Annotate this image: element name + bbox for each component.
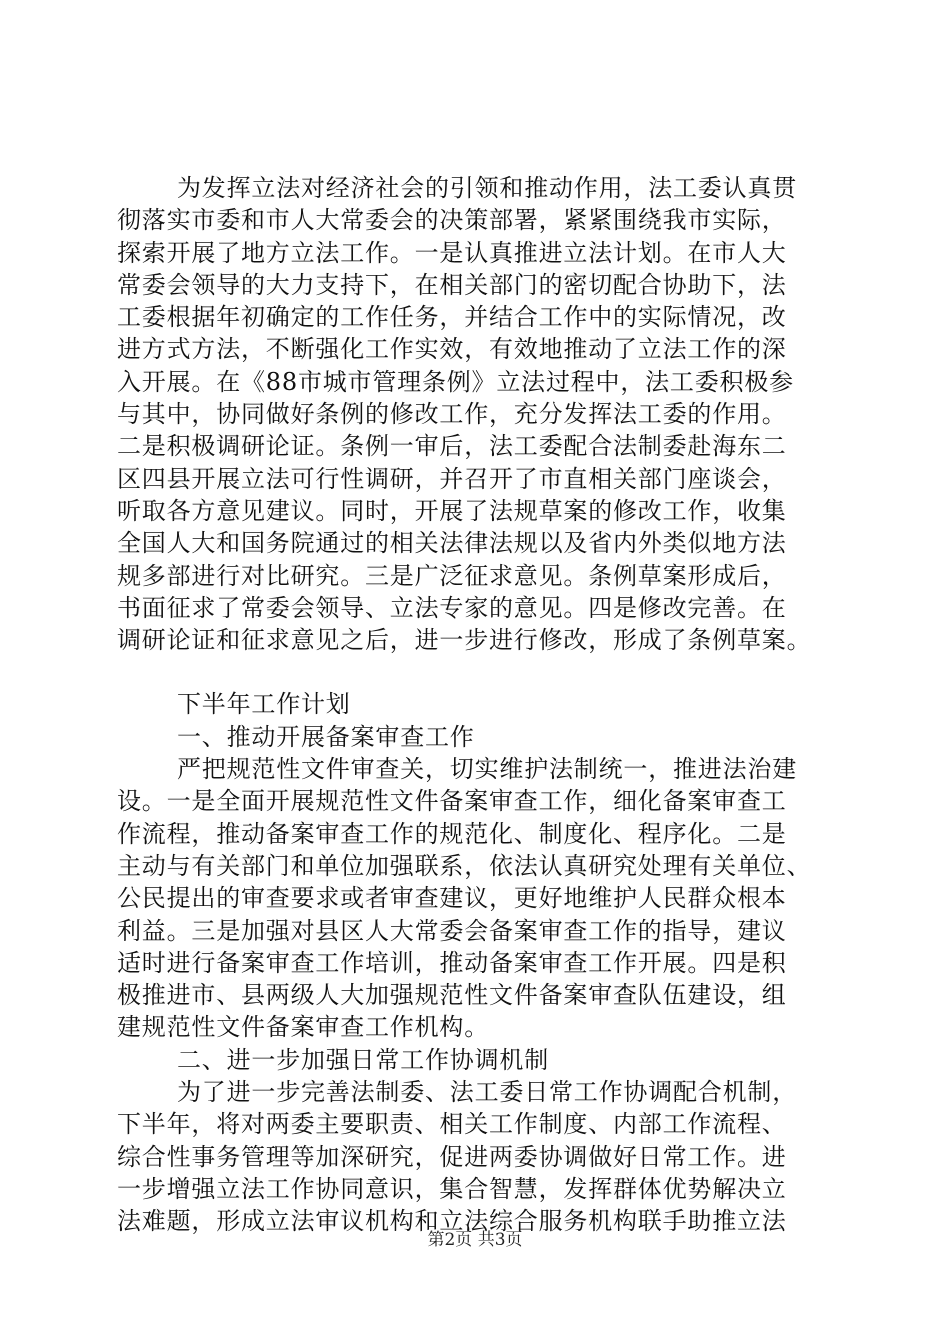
text-line: 极推进市、县两级人大加强规范性文件备案审查队伍建设，组	[117, 981, 787, 1010]
text-line: 主动与有关部门和单位加强联系，依法认真研究处理有关单位、	[117, 851, 812, 880]
text-line: 作流程，推动备案审查工作的规范化、制度化、程序化。二是	[117, 819, 787, 848]
paragraph-filing-review	[117, 753, 852, 1044]
paragraph-legislation-work	[117, 172, 852, 656]
text-line: 设。一是全面开展规范性文件备案审查工作，细化备案审查工	[117, 787, 787, 816]
text-line: 严把规范性文件审查关，切实维护法制统一，推进法治建	[177, 755, 797, 784]
text-line: 为发挥立法对经济社会的引领和推动作用，法工委认真贯	[177, 174, 797, 202]
text-line: 调研论证和征求意见之后，进一步进行修改，形成了条例草案。	[117, 626, 812, 655]
text-line: 规多部进行对比研究。三是广泛征求意见。条例草案形成后，	[117, 561, 787, 590]
text-line: 法难题，形成立法审议机构和立法综合服务机构联手助推立法	[117, 1207, 787, 1236]
document-body	[117, 172, 852, 1238]
paragraph-coordination	[117, 1076, 852, 1237]
heading-work-plan: 下半年工作计划	[177, 690, 351, 719]
text-line: 一步增强立法工作协同意识，集合智慧，发挥群体优势解决立	[117, 1174, 787, 1203]
text-line: 下半年，将对两委主要职责、相关工作制度、内部工作流程、	[117, 1110, 787, 1139]
text-line: 综合性事务管理等加深研究，促进两委协调做好日常工作。进	[117, 1142, 787, 1171]
heading-section-2: 二、进一步加强日常工作协调机制	[177, 1045, 549, 1074]
heading-section-1: 一、推动开展备案审查工作	[177, 722, 475, 751]
text-line: 彻落实市委和市人大常委会的决策部署，紧紧围绕我市实际，	[117, 206, 787, 235]
text-line: 全国人大和国务院通过的相关法律法规以及省内外类似地方法	[117, 529, 787, 558]
text-line: 利益。三是加强对县区人大常委会备案审查工作的指导，建议	[117, 916, 787, 945]
text-line: 与其中，协同做好条例的修改工作，充分发挥法工委的作用。	[117, 400, 787, 429]
text-line: 建规范性文件备案审查工作机构。	[117, 1013, 489, 1042]
text-line: 常委会领导的大力支持下，在相关部门的密切配合协助下，法	[117, 270, 787, 299]
text-line: 听取各方意见建议。同时，开展了法规草案的修改工作，收集	[117, 496, 787, 525]
text-line: 探索开展了地方立法工作。一是认真推进立法计划。在市人大	[117, 238, 787, 267]
text-line: 区四县开展立法可行性调研，并召开了市直相关部门座谈会，	[117, 464, 787, 493]
text-line: 入开展。在《88市城市管理条例》立法过程中，法工委积极参	[117, 367, 794, 396]
text-line: 书面征求了常委会领导、立法专家的意见。四是修改完善。在	[117, 593, 787, 622]
text-line: 工委根据年初确定的工作任务，并结合工作中的实际情况，改	[117, 303, 787, 332]
text-line: 为了进一步完善法制委、法工委日常工作协调配合机制，	[177, 1078, 797, 1107]
text-line: 二是积极调研论证。条例一审后，法工委配合法制委赴海东二	[117, 432, 787, 461]
paragraph-gap	[117, 656, 852, 688]
text-line: 公民提出的审查要求或者审查建议，更好地维护人民群众根本	[117, 884, 787, 913]
text-line: 适时进行备案审查工作培训，推动备案审查工作开展。四是积	[117, 948, 787, 977]
page-number-footer: 第2页 共3页	[427, 1230, 523, 1250]
text-line: 进方式方法，不断强化工作实效，有效地推动了立法工作的深	[117, 335, 787, 364]
